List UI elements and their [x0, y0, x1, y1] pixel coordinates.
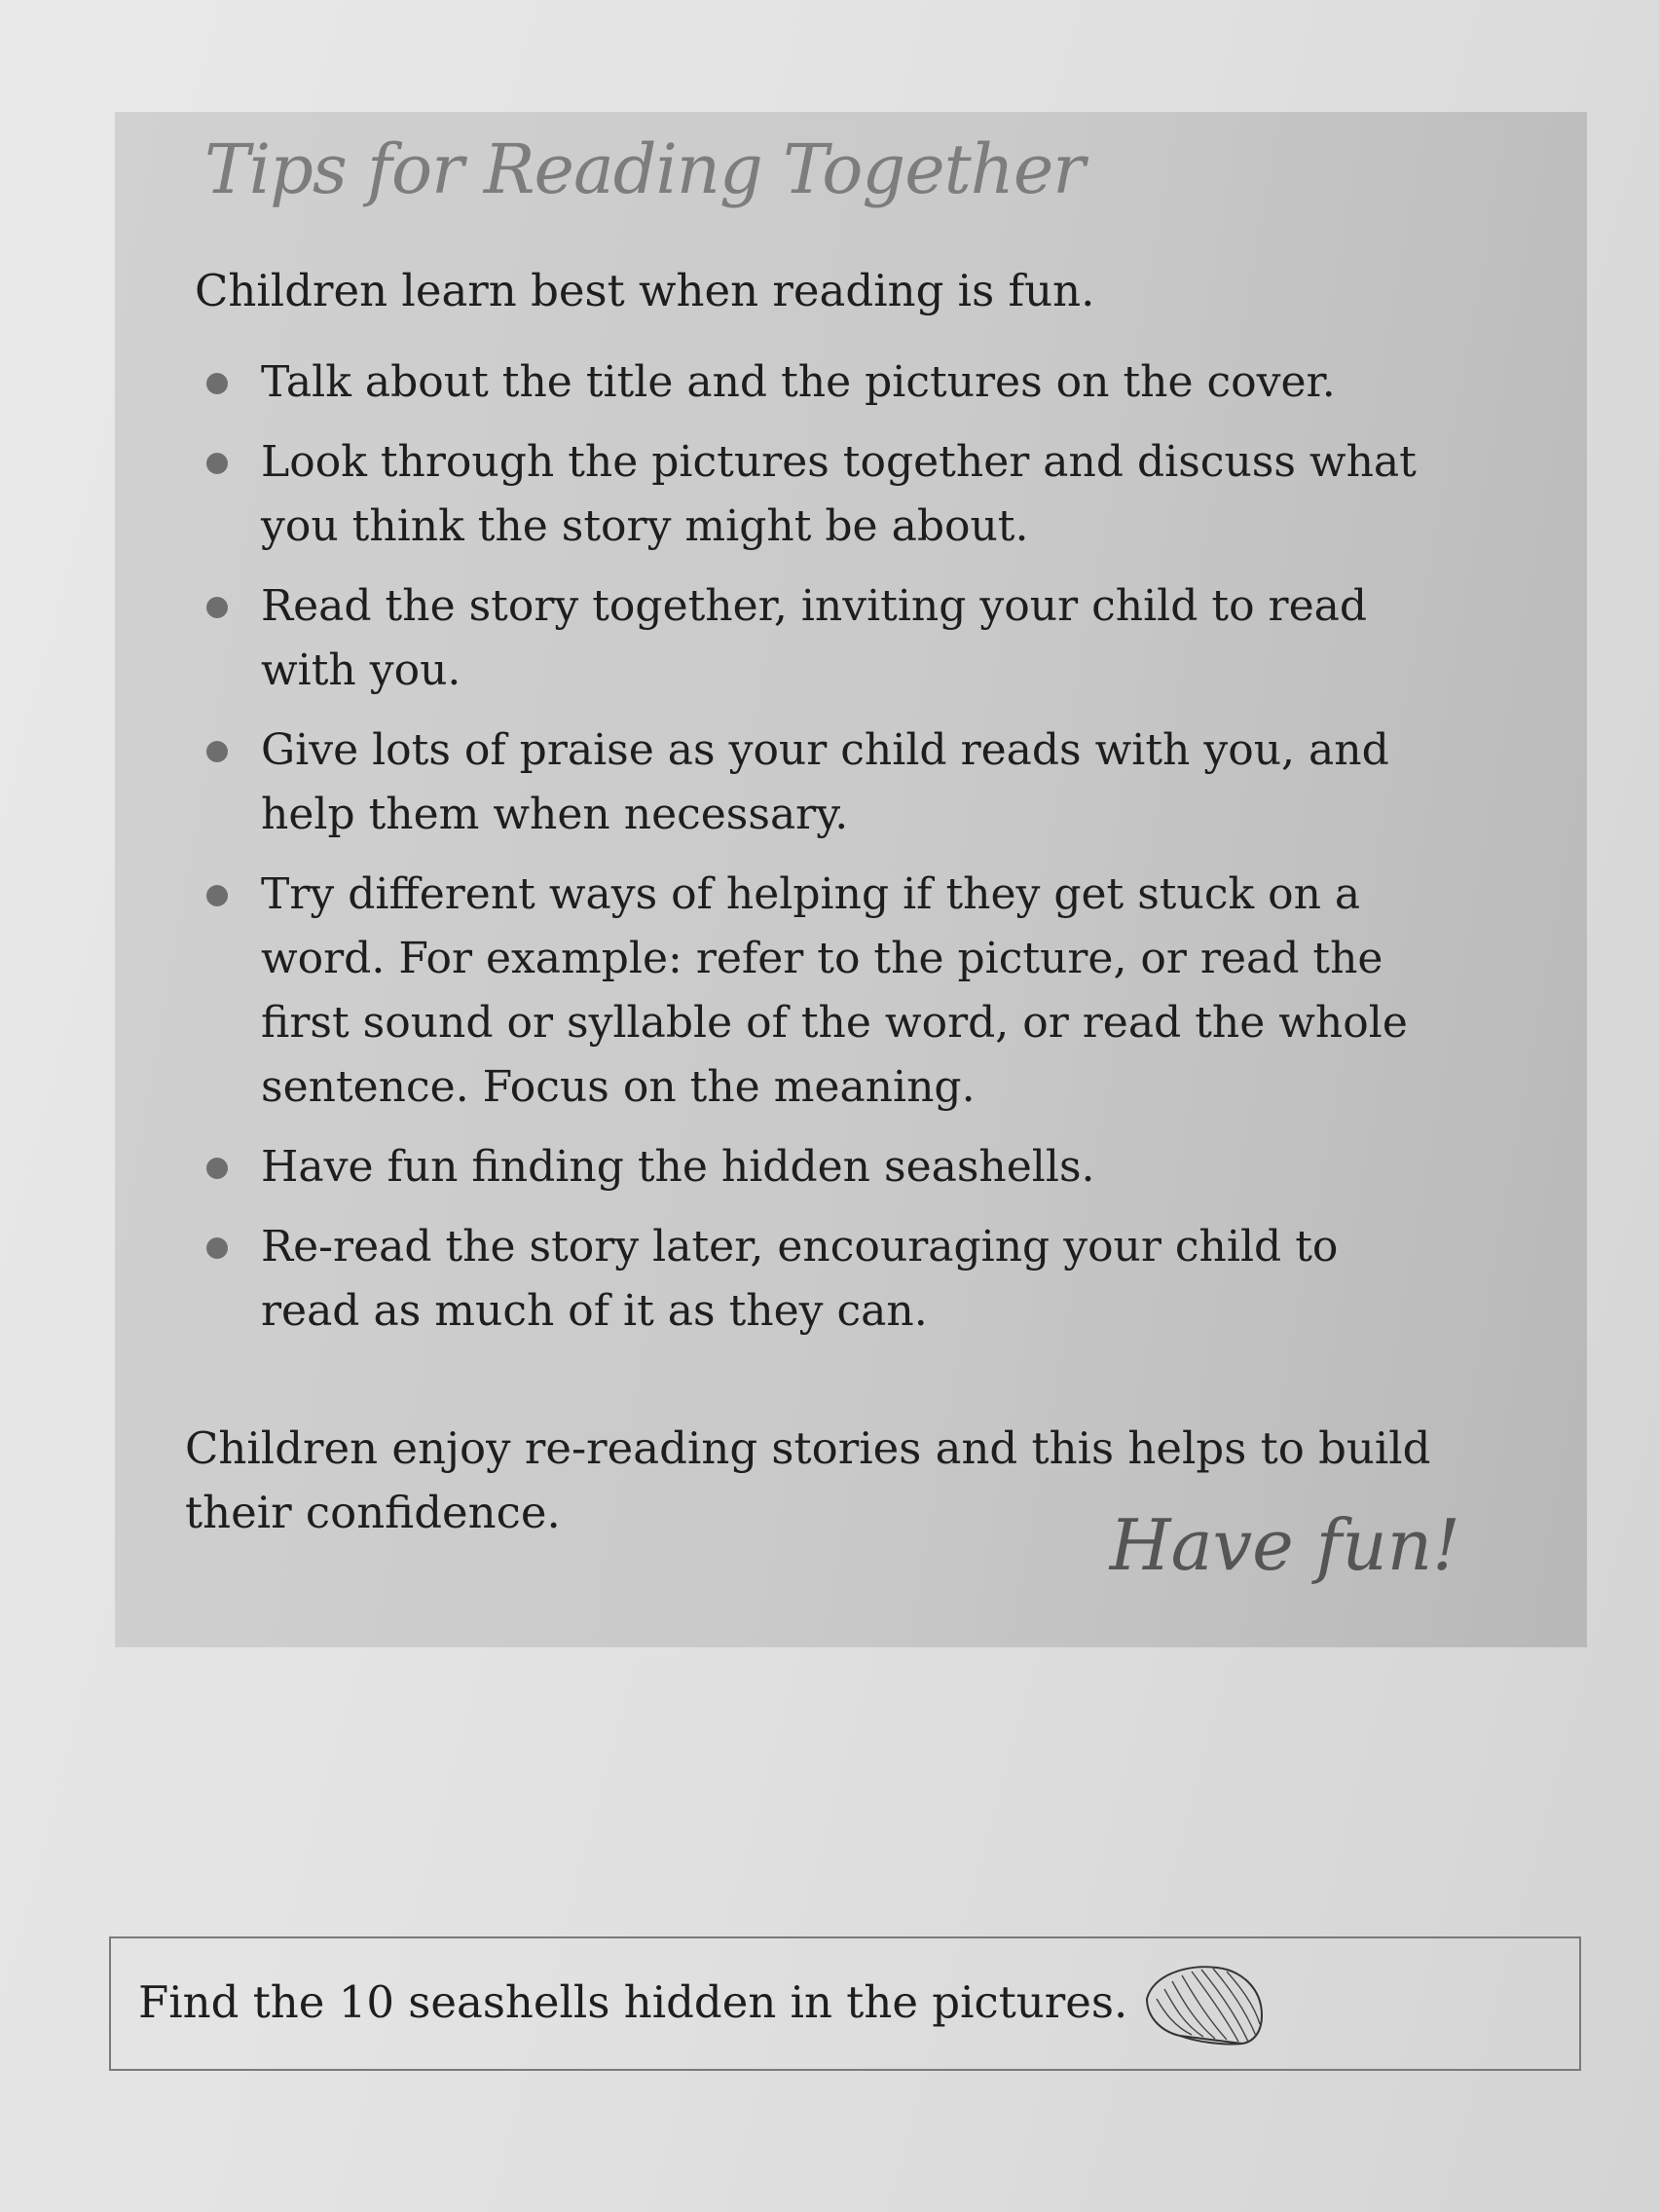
outro-line: their confidence. [185, 1487, 561, 1538]
list-item [115, 1215, 1587, 1344]
bullet-icon [206, 885, 228, 906]
page-title: Tips for Reading Together [204, 129, 1085, 209]
intro-text: Children learn best when reading is fun. [195, 265, 1095, 316]
tip-text: Have fun finding the hidden seashells. [261, 1142, 1095, 1192]
outro-line: Children enjoy re-reading stories and this helps to build [185, 1422, 1431, 1474]
bullet-icon [206, 1158, 228, 1179]
seashell-callout-text: Find the 10 seashells hidden in the pictures. [138, 1976, 1128, 2028]
tip-text: Re-read the story later, encouraging your child to [261, 1222, 1339, 1272]
list-item [115, 574, 1587, 703]
tip-text: sentence. Focus on the meaning. [261, 1062, 976, 1112]
bullet-icon [206, 1237, 228, 1259]
bullet-icon [206, 741, 228, 762]
tip-text: Try different ways of helping if they get stuck on a [261, 869, 1361, 919]
tip-text: read as much of it as they can. [261, 1286, 928, 1336]
tip-text: first sound or syllable of the word, or read the whole [261, 998, 1408, 1048]
tips-list [115, 350, 1587, 1359]
tip-text: word. For example: refer to the picture, or read the [261, 934, 1383, 983]
tip-text: you think the story might be about. [261, 501, 1029, 551]
bullet-icon [206, 597, 228, 618]
seashell-callout [109, 1936, 1581, 2071]
list-item [115, 350, 1587, 415]
tips-panel [115, 112, 1587, 1647]
tip-text: Look through the pictures together and discuss what [261, 437, 1417, 487]
signoff-text: Have fun! [1109, 1504, 1460, 1586]
seashell-icon [1141, 1962, 1268, 2049]
tip-text: help them when necessary. [261, 790, 849, 839]
list-item [115, 430, 1587, 559]
tip-text: Give lots of praise as your child reads with you, and [261, 725, 1389, 775]
list-item [115, 719, 1587, 847]
list-item [115, 1135, 1587, 1199]
tip-text: with you. [261, 645, 461, 695]
list-item [115, 863, 1587, 1120]
tip-text: Talk about the title and the pictures on the cover. [261, 357, 1336, 407]
bullet-icon [206, 373, 228, 394]
tip-text: Read the story together, inviting your child to read [261, 581, 1368, 631]
bullet-icon [206, 453, 228, 474]
